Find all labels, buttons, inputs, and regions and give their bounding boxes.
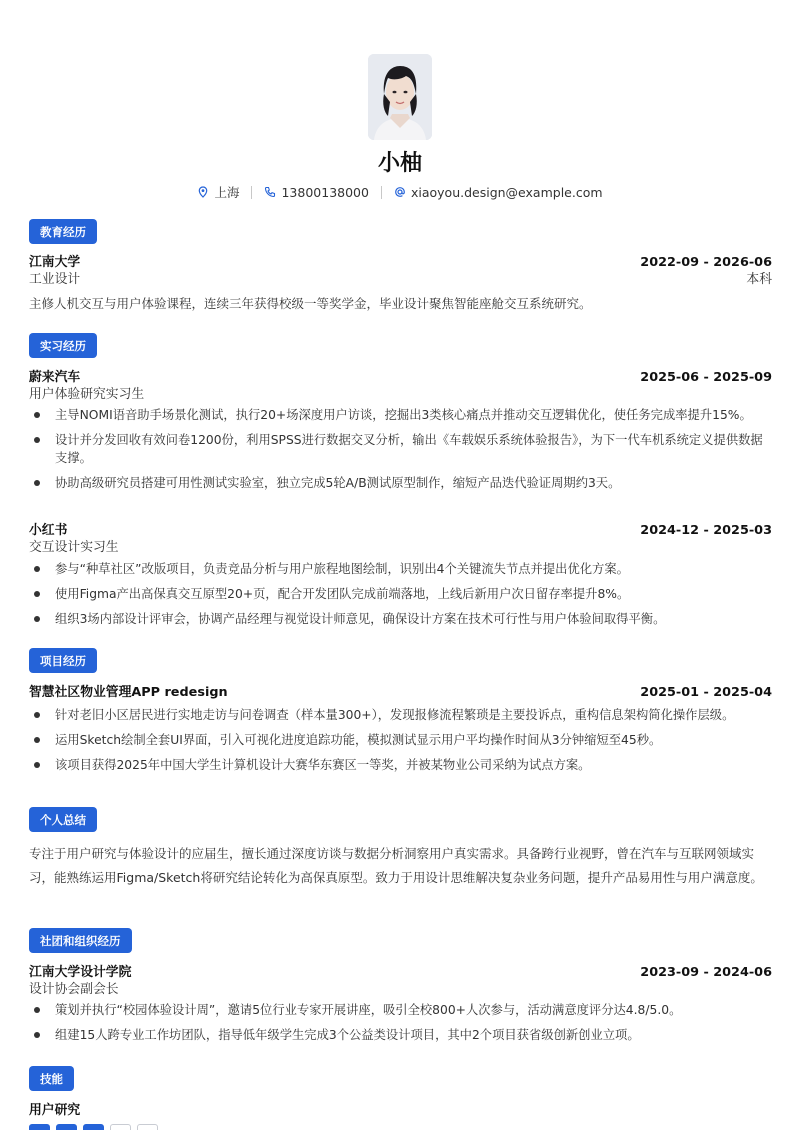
list-item: 主导NOMI语音助手场景化测试，执行20+场深度用户访谈，挖掘出3类核心痛点并推动交互逻辑优化，使任务完成率提升15%。 <box>29 406 772 424</box>
section-title-summary: 个人总结 <box>29 807 97 832</box>
internship-header <box>29 522 772 539</box>
education-date: 2022-09 - 2026-06 <box>640 255 772 270</box>
project-date: 2025-01 - 2025-04 <box>640 685 772 700</box>
profile-photo <box>368 54 432 140</box>
list-item: 组建15人跨专业工作坊团队，指导低年级学生完成3个公益类设计项目，其中2个项目获省级创新创业立项。 <box>29 1026 772 1044</box>
club-role-row <box>29 981 772 998</box>
map-pin-icon <box>197 186 209 198</box>
skill-level-meter <box>29 1124 164 1130</box>
section-title-project: 项目经历 <box>29 648 97 673</box>
internship-date: 2024-12 - 2025-03 <box>640 523 772 538</box>
candidate-name: 小柚 <box>377 151 422 176</box>
contact-location <box>197 183 239 201</box>
contact-phone <box>264 185 368 200</box>
club-header <box>29 964 772 981</box>
section-title-skills: 技能 <box>29 1066 74 1091</box>
skill-level-segment <box>29 1124 50 1130</box>
degree: 本科 <box>746 272 772 287</box>
divider <box>381 186 382 199</box>
list-item: 设计并分发回收有效问卷1200份，利用SPSS进行数据交叉分析，输出《车载娱乐系统体验报告》，为下一代车机系统定义提供数据支撑。 <box>29 431 772 467</box>
list-item: 该项目获得2025年中国大学生计算机设计大赛华东赛区一等奖，并被某物业公司采纳为试点方案。 <box>29 756 772 774</box>
skill-level-segment <box>110 1124 131 1130</box>
club-bullets <box>29 1001 772 1051</box>
contact-email[interactable] <box>394 185 603 200</box>
job-role: 用户体验研究实习生 <box>29 387 145 402</box>
email-link[interactable]: xiaoyou.design@example.com <box>410 184 603 200</box>
list-item: 协助高级研究员搭建可用性测试实验室，独立完成5轮A/B测试原型制作，缩短产品迭代验证周期约3天。 <box>29 474 772 492</box>
summary-text: 专注于用户研究与体验设计的应届生，擅长通过深度访谈与数据分析洞察用户真实需求。具备跨行业视野，曾在汽车与互联网领域实习，能熟练运用Figma/Sketch将研究结论转化为高保真原型。致力于用设计思维解决复杂业务问题，提升产品易用性与用户满意度。 <box>29 846 763 885</box>
list-item: 策划并执行“校园体验设计周”，邀请5位行业专家开展讲座，吸引全校800+人次参与，活动满意度评分达4.8/5.0。 <box>29 1001 772 1019</box>
internship-date: 2025-06 - 2025-09 <box>640 370 772 385</box>
skill-level-segment <box>137 1124 158 1130</box>
phone-icon <box>264 186 276 198</box>
at-sign-icon <box>394 186 406 198</box>
club-role: 设计协会副会长 <box>29 982 119 997</box>
club-date: 2023-09 - 2024-06 <box>640 965 772 980</box>
project-header <box>29 684 772 701</box>
list-item: 参与“种草社区”改版项目，负责竞品分析与用户旅程地图绘制，识别出4个关键流失节点并提出优化方案。 <box>29 560 772 578</box>
section-title-education: 教育经历 <box>29 219 97 244</box>
internship-role-row <box>29 386 772 403</box>
list-item: 运用Sketch绘制全套UI界面，引入可视化进度追踪功能，模拟测试显示用户平均操作时间从3分钟缩短至45秒。 <box>29 731 772 749</box>
internship-bullets <box>29 560 772 635</box>
list-item: 使用Figma产出高保真交互原型20+页，配合开发团队完成前端落地，上线后新用户次日留存率提升8%。 <box>29 585 772 603</box>
company-name: 蔚来汽车 <box>29 370 81 385</box>
section-title-club: 社团和组织经历 <box>29 928 132 953</box>
location-text: 上海 <box>214 185 240 200</box>
section-title-internship: 实习经历 <box>29 333 97 358</box>
major: 工业设计 <box>29 272 81 287</box>
school-name: 江南大学 <box>29 255 81 270</box>
list-item: 针对老旧小区居民进行实地走访与问卷调查（样本量300+），发现报修流程繁琐是主要投诉点，重构信息架构简化操作层级。 <box>29 706 772 724</box>
internship-role-row <box>29 539 772 556</box>
phone-text: 13800138000 <box>281 184 369 200</box>
organization-name: 江南大学设计学院 <box>29 965 132 980</box>
job-role: 交互设计实习生 <box>29 540 119 555</box>
skill-level-segment <box>56 1124 77 1130</box>
internship-bullets <box>29 406 772 499</box>
contact-info <box>0 183 800 201</box>
project-bullets <box>29 706 772 781</box>
divider <box>251 186 252 199</box>
list-item: 组织3场内部设计评审会，协调产品经理与视觉设计师意见，确保设计方案在技术可行性与用户体验间取得平衡。 <box>29 610 772 628</box>
internship-header <box>29 369 772 386</box>
education-description: 主修人机交互与用户体验课程，连续三年获得校级一等奖学金，毕业设计聚焦智能座舱交互系统研究。 <box>29 296 592 311</box>
skill-row <box>29 1102 772 1119</box>
education-header <box>29 254 772 271</box>
education-subheader <box>29 271 772 288</box>
skill-level-segment <box>83 1124 104 1130</box>
project-name: 智慧社区物业管理APP redesign <box>29 685 228 700</box>
skill-name: 用户研究 <box>29 1103 81 1118</box>
company-name: 小红书 <box>29 523 68 538</box>
